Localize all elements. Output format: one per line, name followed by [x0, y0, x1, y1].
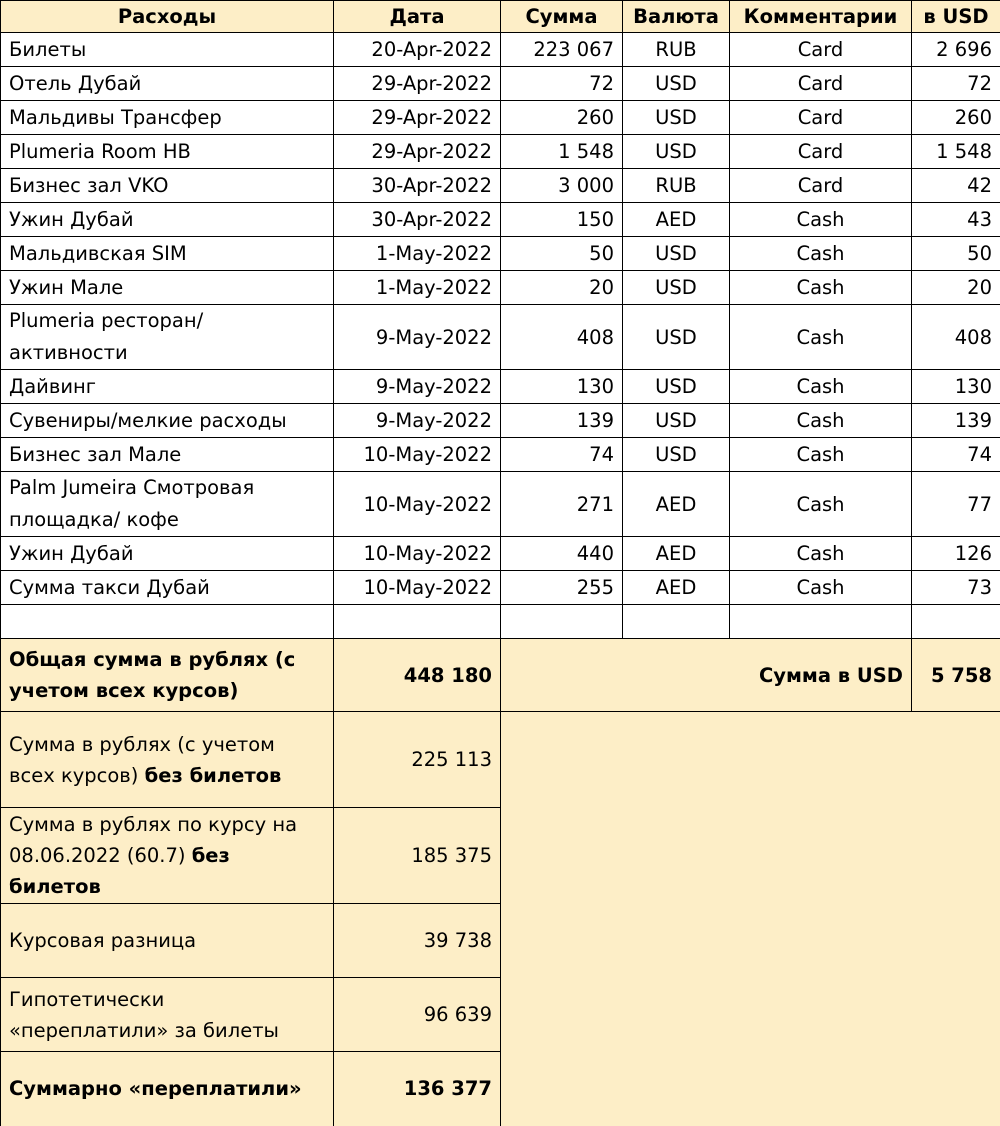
date-cell: 10-May-2022 — [334, 438, 501, 472]
expense-name-cell: Бизнес зал VKO — [1, 169, 334, 203]
amount-cell: 260 — [501, 101, 623, 135]
table-row — [1, 203, 1000, 237]
amount-cell: 20 — [501, 271, 623, 305]
comment-cell: Cash — [730, 537, 912, 571]
empty-cell — [1, 605, 334, 639]
usd-cell: 73 — [912, 571, 1000, 605]
currency-cell: RUB — [623, 169, 730, 203]
amount-cell: 1 548 — [501, 135, 623, 169]
expense-name-cell: Дайвинг — [1, 370, 334, 404]
comment-cell: Cash — [730, 404, 912, 438]
table-row — [1, 537, 1000, 571]
amount-cell: 440 — [501, 537, 623, 571]
currency-cell: USD — [623, 370, 730, 404]
table-row — [1, 101, 1000, 135]
header-cell-usd: в USD — [912, 1, 1000, 33]
currency-cell: AED — [623, 571, 730, 605]
comment-cell: Cash — [730, 305, 912, 370]
usd-cell: 43 — [912, 203, 1000, 237]
overpaid-total-label: Суммарно «переплатили» — [1, 1052, 334, 1126]
table-row — [1, 169, 1000, 203]
rate-text: Сумма в рублях по курсу на 08.06.2022 (60.7) — [9, 813, 297, 867]
usd-cell: 42 — [912, 169, 1000, 203]
expense-name-cell: Plumeria ресторан/ активности — [1, 305, 334, 370]
currency-cell: USD — [623, 237, 730, 271]
usd-cell: 72 — [912, 67, 1000, 101]
table-row — [1, 271, 1000, 305]
table-row — [1, 237, 1000, 271]
overpaid-tickets-label: Гипотетически «переплатили» за билеты — [1, 978, 334, 1052]
currency-cell: USD — [623, 305, 730, 370]
empty-cell — [623, 605, 730, 639]
diff-value: 39 738 — [334, 904, 501, 978]
table-row — [1, 305, 1000, 370]
comment-cell: Cash — [730, 571, 912, 605]
no-tickets-label — [1, 712, 334, 808]
comment-cell: Cash — [730, 438, 912, 472]
comment-cell: Card — [730, 67, 912, 101]
amount-cell: 255 — [501, 571, 623, 605]
expense-name-cell: Мальдивская SIM — [1, 237, 334, 271]
empty-cell — [912, 605, 1000, 639]
comment-cell: Card — [730, 135, 912, 169]
date-cell: 29-Apr-2022 — [334, 135, 501, 169]
empty-cell — [334, 605, 501, 639]
usd-cell: 408 — [912, 305, 1000, 370]
currency-cell: USD — [623, 67, 730, 101]
expense-name-cell: Ужин Дубай — [1, 203, 334, 237]
no-tickets-text: Сумма в рублях (с учетом всех курсов) — [9, 733, 275, 787]
currency-cell: USD — [623, 438, 730, 472]
comment-cell: Cash — [730, 370, 912, 404]
empty-cell — [501, 605, 623, 639]
table-row — [1, 438, 1000, 472]
comment-cell: Cash — [730, 472, 912, 537]
header-cell-date: Дата — [334, 1, 501, 33]
currency-cell: AED — [623, 203, 730, 237]
usd-cell: 2 696 — [912, 33, 1000, 67]
currency-cell: USD — [623, 101, 730, 135]
no-tickets-bold: без билетов — [145, 764, 282, 787]
usd-cell: 260 — [912, 101, 1000, 135]
amount-cell: 139 — [501, 404, 623, 438]
expense-name-cell: Билеты — [1, 33, 334, 67]
expense-name-cell: Palm Jumeira Смотровая площадка/ кофе — [1, 472, 334, 537]
usd-cell: 126 — [912, 537, 1000, 571]
date-cell: 9-May-2022 — [334, 305, 501, 370]
table-row — [1, 135, 1000, 169]
expense-name-cell: Мальдивы Трансфер — [1, 101, 334, 135]
no-tickets-value: 225 113 — [334, 712, 501, 808]
table-row — [1, 33, 1000, 67]
comment-cell: Cash — [730, 271, 912, 305]
expense-name-cell: Бизнес зал Мале — [1, 438, 334, 472]
amount-cell: 50 — [501, 237, 623, 271]
amount-cell: 130 — [501, 370, 623, 404]
total-rub-value: 448 180 — [334, 639, 501, 712]
header-row — [1, 1, 1000, 33]
overpaid-tickets-value: 96 639 — [334, 978, 501, 1052]
empty-row — [1, 605, 1000, 639]
table-row — [1, 571, 1000, 605]
rate-label — [1, 808, 334, 904]
usd-total-value: 5 758 — [912, 639, 1000, 712]
usd-cell: 50 — [912, 237, 1000, 271]
usd-cell: 130 — [912, 370, 1000, 404]
expense-name-cell: Отель Дубай — [1, 67, 334, 101]
header-cell-currency: Валюта — [623, 1, 730, 33]
table-row — [1, 67, 1000, 101]
table-row — [1, 472, 1000, 537]
amount-cell: 3 000 — [501, 169, 623, 203]
expense-name-cell: Ужин Дубай — [1, 537, 334, 571]
currency-cell: AED — [623, 537, 730, 571]
diff-label: Курсовая разница — [1, 904, 334, 978]
usd-cell: 77 — [912, 472, 1000, 537]
header-cell-amount: Сумма — [501, 1, 623, 33]
expense-name-cell: Plumeria Room HB — [1, 135, 334, 169]
amount-cell: 150 — [501, 203, 623, 237]
comment-cell: Cash — [730, 203, 912, 237]
expense-name-cell: Сувениры/мелкие расходы — [1, 404, 334, 438]
date-cell: 30-Apr-2022 — [334, 203, 501, 237]
date-cell: 20-Apr-2022 — [334, 33, 501, 67]
date-cell: 1-May-2022 — [334, 237, 501, 271]
currency-cell: RUB — [623, 33, 730, 67]
empty-cell — [730, 605, 912, 639]
amount-cell: 408 — [501, 305, 623, 370]
summary-filler — [501, 712, 1000, 1126]
date-cell: 29-Apr-2022 — [334, 67, 501, 101]
date-cell: 9-May-2022 — [334, 370, 501, 404]
usd-total-label: Сумма в USD — [501, 639, 912, 712]
currency-cell: AED — [623, 472, 730, 537]
comment-cell: Card — [730, 169, 912, 203]
summary-total-row — [1, 639, 1000, 712]
comment-cell: Card — [730, 101, 912, 135]
amount-cell: 72 — [501, 67, 623, 101]
summary-no-tickets-row — [1, 712, 1000, 808]
currency-cell: USD — [623, 404, 730, 438]
comment-cell: Card — [730, 33, 912, 67]
header-cell-comments: Комментарии — [730, 1, 912, 33]
total-rub-label: Общая сумма в рублях (с учетом всех курсов) — [1, 639, 334, 712]
usd-cell: 139 — [912, 404, 1000, 438]
table-row — [1, 404, 1000, 438]
expense-name-cell: Ужин Мале — [1, 271, 334, 305]
usd-cell: 1 548 — [912, 135, 1000, 169]
date-cell: 10-May-2022 — [334, 537, 501, 571]
amount-cell: 223 067 — [501, 33, 623, 67]
date-cell: 1-May-2022 — [334, 271, 501, 305]
date-cell: 30-Apr-2022 — [334, 169, 501, 203]
currency-cell: USD — [623, 271, 730, 305]
header-cell-expenses: Расходы — [1, 1, 334, 33]
comment-cell: Cash — [730, 237, 912, 271]
date-cell: 10-May-2022 — [334, 571, 501, 605]
date-cell: 10-May-2022 — [334, 472, 501, 537]
usd-cell: 74 — [912, 438, 1000, 472]
rate-value: 185 375 — [334, 808, 501, 904]
rate-bold: без билетов — [9, 844, 230, 898]
table-row — [1, 370, 1000, 404]
currency-cell: USD — [623, 135, 730, 169]
amount-cell: 74 — [501, 438, 623, 472]
date-cell: 9-May-2022 — [334, 404, 501, 438]
expense-name-cell: Сумма такси Дубай — [1, 571, 334, 605]
amount-cell: 271 — [501, 472, 623, 537]
usd-cell: 20 — [912, 271, 1000, 305]
overpaid-total-value: 136 377 — [334, 1052, 501, 1126]
date-cell: 29-Apr-2022 — [334, 101, 501, 135]
